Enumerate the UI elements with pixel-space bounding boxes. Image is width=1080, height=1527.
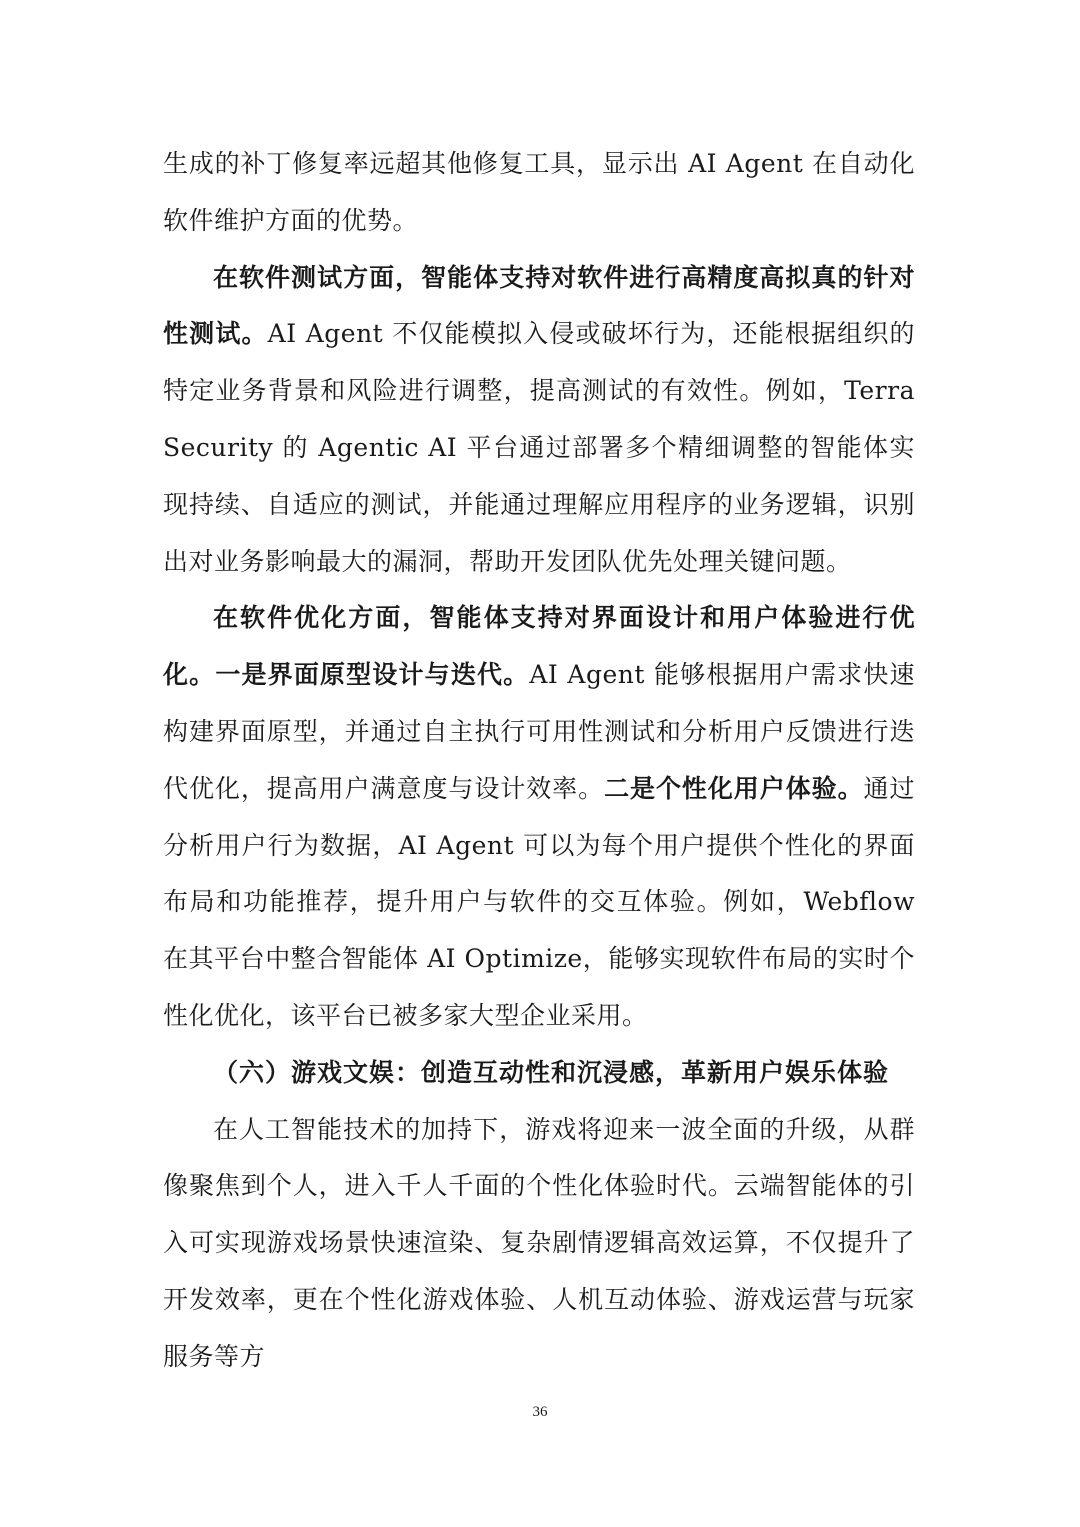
- paragraph-software-testing: [163, 250, 915, 591]
- paragraph-text: 通过分析用户行为数据，AI Agent 可以为每个用户提供个性化的界面布局和功能推荐，提升用户与软件的交互体验。例如，Webflow 在其平台中整合智能体 AI Optimize，能够实现软件布局的实时个性化优化，该平台已被多家大型企业采用。: [163, 773, 915, 1030]
- page-number: 36: [532, 1404, 548, 1420]
- page-body: [163, 136, 915, 1386]
- paragraph-text: 生成的补丁修复率远超其他修复工具，显示出 AI Agent 在自动化软件维护方面的优势。: [163, 149, 915, 235]
- paragraph-text: AI Agent 不仅能模拟入侵或破坏行为，还能根据组织的特定业务背景和风险进行调整，提高测试的有效性。例如，Terra Security 的 Agentic AI 平台通过部署多个精细调整的智能体实现持续、自适应的测试，并能通过理解应用程序的业务逻辑，识别出对业务影响最大的漏洞，帮助开发团队优先处理关键问题。: [163, 319, 915, 576]
- paragraph-text: AI Agent 能够根据用户需求快速构建界面原型，并通过自主执行可用性测试和分析用户反馈进行迭代优化，提高用户满意度与设计效率。: [163, 660, 915, 803]
- paragraph-software-optimization: [163, 590, 915, 1044]
- paragraph-software-maintenance: [163, 136, 915, 250]
- paragraph-gaming-intro: [163, 1102, 915, 1386]
- paragraph-text: 在人工智能技术的加持下，游戏将迎来一波全面的升级，从群像聚焦到个人，进入千人千面的个性化体验时代。云端智能体的引入可实现游戏场景快速渲染、复杂剧情逻辑高效运算，不仅提升了开发效率，更在个性化游戏体验、人机互动体验、游戏运营与玩家服务等方: [163, 1114, 915, 1371]
- section-heading-gaming: （六）游戏文娱：创造互动性和沉浸感，革新用户娱乐体验: [213, 1057, 890, 1087]
- paragraph-lead-bold: 在软件测试方面，智能体支持对软件进行高精度高拟真的针对性测试。: [163, 262, 915, 349]
- paragraph-lead-bold: 在软件优化方面，智能体支持对界面设计和用户体验进行优化。一是界面原型设计与迭代。: [163, 603, 915, 690]
- paragraph-sub-bold: 二是个性化用户体验。: [604, 773, 864, 803]
